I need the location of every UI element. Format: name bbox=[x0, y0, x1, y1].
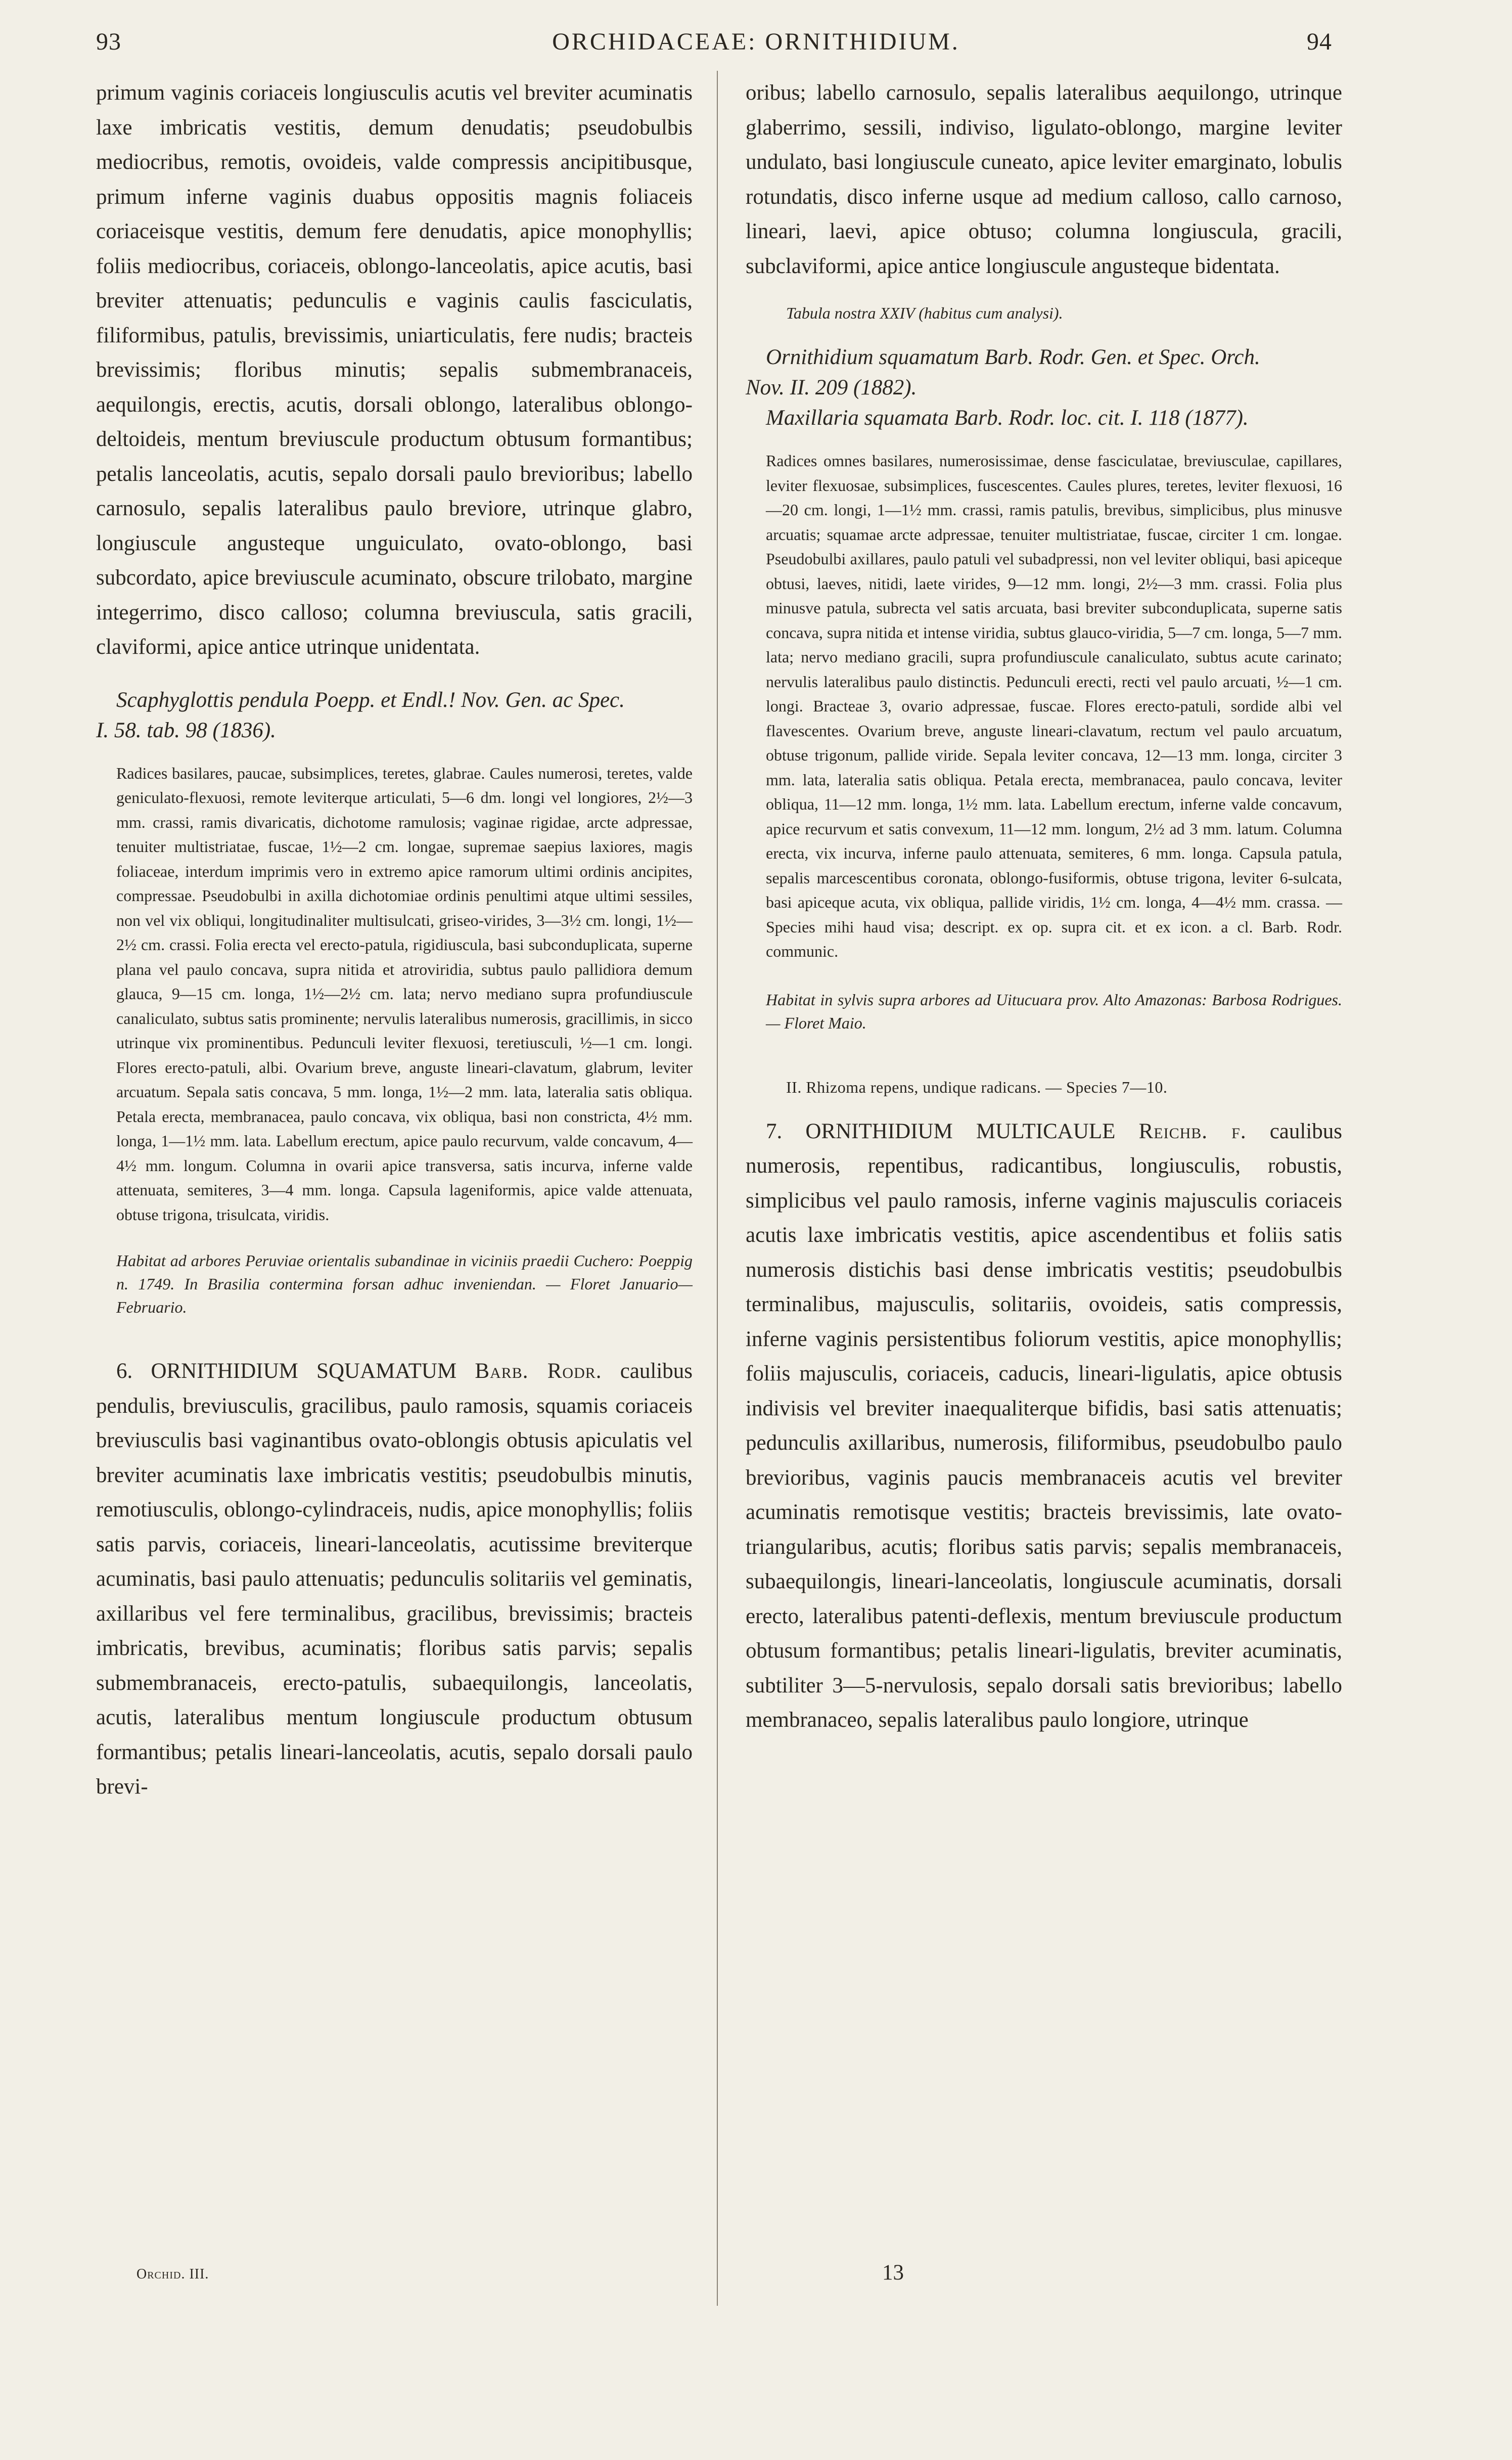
running-title: ORCHIDACEAE: ORNITHIDIUM. bbox=[552, 28, 960, 55]
species-author: Barb. Rodr. bbox=[475, 1359, 602, 1383]
signature-mark: 13 bbox=[882, 2261, 904, 2285]
right-column bbox=[746, 76, 1342, 1738]
species-description: Radices omnes basilares, numerosissimae, dense fasciculatae, breviusculae, capillares, leviter flexuosae, subsimplices, fuscescentes. Caules plures, teretes, leviter flexuosi, 16—20 cm. longi, 1—1½ mm. crassi, ramis patulis, brevibus, simplicibus, plus minusve arcuatis; squamae arcte adpressae, tenuiter multistriatae, fuscae, circiter 1 cm. longae. Pseudobulbi axillares, paulo patuli vel subadpressi, non vel leviter obliqui, basi apiceque obtusi, laeves, nitidi, laete virides, 9—12 mm. longi, 2½—3 mm. crassi. Folia plus minusve patula, subrecta vel satis arcuata, basi breviter subconduplicata, superne satis concava, supra nitida et intense viridia, subtus glauco-viridia, 5—7 cm. longa, 5—7 mm. lata; nervo mediano gracili, supra profundiuscule canaliculato, subtus acute carinato; nervulis lateralibus paulo distinctis. Pedunculi erecti, recti vel paulo arcuati, ½—1 cm. longi. Bracteae 3, ovario adpressae, fuscae. Flores erecto-patuli, sordide albi vel flavescentes. Ovarium breve, anguste lineari-clavatum, rectum vel paulo arcuatum, obtuse trigonum, pallide viride. Sepala leviter concava, 12—13 mm. longa, circiter 3 mm. lata, lateralia satis obliqua. Petala erecta, membranacea, paulo concava, leviter obliqua, 11—12 mm. longa, 1½ mm. lata. Labellum erectum, inferne valde concavum, apice recurvum et satis convexum, 11—12 mm. longum, 2½ ad 3 mm. latum. Columna erecta, vix incurva, inferne paulo attenuata, semiteres, 6 mm. longa. Capsula patula, sepalis marcescentibus coronata, oblongo-fusiformis, obtuse trigona, leviter 6-sulcata, basi apiceque acuta, vix obliqua, pallide viridis, 1½ cm. longa, 4—4½ mm. crassa. — Species mihi haud visa; descript. ex op. supra cit. et ex icon. a cl. Barb. Rodr. communic. bbox=[766, 452, 1342, 960]
page-number-right: 94 bbox=[1307, 28, 1332, 55]
section-heading: II. Rhizoma repens, undique radicans. — Species 7—10. bbox=[786, 1078, 1168, 1096]
plate-caption: Tabula nostra XXIV (habitus cum analysi). bbox=[786, 304, 1063, 322]
species-number: 7. bbox=[766, 1119, 783, 1143]
habitat-note: Habitat in sylvis supra arbores ad Uitucuara prov. Alto Amazonas: Barbosa Rodrigues. — Floret Maio. bbox=[766, 990, 1342, 1032]
footer-signature-left: Orchid. III. bbox=[136, 2266, 209, 2282]
synonym-line: Ornithidium squamatum Barb. Rodr. Gen. et Spec. Orch. bbox=[766, 345, 1260, 369]
species-description: Radices basilares, paucae, subsimplices, teretes, glabrae. Caules numerosi, teretes, valde geniculato-flexuosi, remote leviterque articulati, 5—6 dm. longi vel longiores, 2½—3 mm. crassi, ramis divaricatis, dichotome ramulosis; vaginae rigidae, arcte adpressae, tenuiter multistriatae, fuscae, 1½—2 cm. longae, supremae saepius laxiores, magis foliaceae, interdum imprimis vero in extremo apice ramorum ultimi ordinis ancipites, compressae. Pseudobulbi in axilla dichotomiae ordinis penultimi atque ultimi sessiles, non vel vix obliqui, longitudinaliter multisulcati, griseo-virides, 3—3½ cm. longi, 1½—2½ cm. crassi. Folia erecta vel erecto-patula, rigidiuscula, basi subconduplicata, superne plana vel paulo concava, supra nitida et atroviridia, subtus paulo pallidiora demum glauca, 9—15 cm. longa, 1½—2½ cm. lata; nervo mediano supra profundiuscule canaliculato, subtus satis prominente; nervulis lateralibus numerosis, gracillimis, in sicco utrinque vix prominentibus. Pedunculi leviter flexuosi, teretiusculi, ½—1 cm. longi. Flores erecto-patuli, albi. Ovarium breve, anguste lineari-clavatum, glabrum, leviter arcuatum. Sepala satis concava, 5 mm. longa, 1½—2 mm. lata, lateralia satis obliqua. Petala erecta, membranacea, paulo concava, vix obliqua, basi non constricta, 4½ mm. longa, 1—1½ mm. lata. Labellum erectum, apice paulo recurvum, valde concavum, 4—4½ mm. longum. Columna in ovarii apice transversa, satis incurva, inferne valde attenuata, semiteres, 3—4 mm. longa. Capsula lageniformis, apice valde attenuata, obtuse trigona, trisulcata, viridis. bbox=[116, 764, 693, 1224]
species-name: ORNITHIDIUM MULTICAULE bbox=[805, 1119, 1116, 1143]
synonym-line-continued: Nov. II. 209 (1882). bbox=[746, 376, 917, 399]
species-7-heading bbox=[746, 1114, 1342, 1738]
page-number-left: 93 bbox=[96, 28, 121, 55]
species-diagnosis: caulibus pendulis, breviusculis, gracilibus, paulo ramosis, squamis coriaceis breviusculis basi vaginantibus ovato-oblongis obtusis apiculatis vel breviter acuminatis laxe imbricatis vestitis; pseudobulbis minutis, remotiusculis, oblongo-cylindraceis, nudis, apice monophyllis; foliis satis parvis, coriaceis, lineari-lanceolatis, acutissime breviterque acuminatis, basi paulo attenuatis; pedunculis solitariis vel geminatis, axillaribus vel fere terminalibus, gracilibus, brevissimis; bracteis imbricatis, brevibus, acuminatis; floribus satis parvis; sepalis submembranaceis, erecto-patulis, subaequilongis, lanceolatis, acutis, lateralibus mentum longiuscule productum obtusum formantibus; petalis lineari-lanceolatis, acutis, sepalo dorsali paulo brevi- bbox=[96, 1359, 693, 1799]
species-number: 6. bbox=[116, 1359, 133, 1383]
species-name: ORNITHIDIUM SQUAMATUM bbox=[151, 1359, 457, 1383]
species-diagnosis: caulibus numerosis, repentibus, radicantibus, longiusculis, robustis, simplicibus vel paulo ramosis, inferne vaginis majusculis coriaceis acutis laxe imbricatis vestitis, apice ascendentibus et foliis satis numerosis distichis basi dense imbricatis vestitis; pseudobulbis terminalibus, majusculis, solitariis, ovoideis, satis compressis, inferne vaginis persistentibus foliorum vestitis, apice monophyllis; foliis majusculis, coriaceis, caducis, lineari-ligulatis, apice obtusis indivisis vel breviter inaequaliterque bifidis, basi satis attenuatis; pedunculis axillaribus, numerosis, filiformibus, pseudobulbo paulo brevioribus, vaginis paucis membranaceis acutis vel breviter acuminatis remotisque vestitis; bracteis brevissimis, late ovato-triangularibus, acutis; floribus satis parvis; sepalis membranaceis, subaequilongis, lineari-lanceolatis, longiuscule acuminatis, dorsali erecto, lateralibus patenti-deflexis, mentum breviuscule productum obtusum formantibus; petalis lineari-ligulatis, breviter acuminatis, subtiliter 3—5-nervulosis, sepalo dorsali satis brevioribus; labello membranaceo, sepalis lateralibus paulo longiore, utrinque bbox=[746, 1119, 1343, 1732]
synonym-line-continued: I. 58. tab. 98 (1836). bbox=[96, 718, 276, 742]
species-author: Reichb. f. bbox=[1138, 1119, 1247, 1143]
left-column bbox=[96, 76, 693, 1805]
synonym-line: Scaphyglottis pendula Poepp. et Endl.! Nov. Gen. ac Spec. bbox=[116, 688, 625, 712]
species-6-heading bbox=[96, 1354, 693, 1805]
habitat-note: Habitat ad arbores Peruviae orientalis subandinae in viciniis praedii Cuchero: Poeppig n. 1749. In Brasilia contermina forsan adhuc inveniendan. — Floret Januario—Februario. bbox=[116, 1251, 693, 1316]
diagnosis-continued-right: oribus; labello carnosulo, sepalis lateralibus aequilongo, utrinque glaberrimo, sessili, indiviso, ligulato-oblongo, margine leviter undulato, basi longiuscule cuneato, apice leviter emarginato, lobulis rotundatis, disco inferne usque ad medium calloso, callo carnoso, lineari, laevi, apice obtuso; columna longiuscula, gracili, subclaviformi, apice antice longiuscule angusteque bidentata. bbox=[746, 81, 1342, 278]
column-divider bbox=[717, 71, 718, 2306]
diagnosis-continued: primum vaginis coriaceis longiusculis acutis vel breviter acuminatis laxe imbricatis vestitis, demum denudatis; pseudobulbis mediocribus, remotis, ovoideis, valde compressis ancipitibusque, primum inferne vaginis duabus oppositis magnis foliaceis coriaceisque vestitis, demum fere denudatis, apice monophyllis; foliis mediocribus, coriaceis, oblongo-lanceolatis, apice acutis, basi breviter attenuatis; pedunculis e vaginis caulis fasciculatis, filiformibus, patulis, brevissimis, uniarticulatis, fere nudis; bracteis brevissimis; floribus minutis; sepalis submembranaceis, aequilongis, erectis, acutis, dorsali oblongo, lateralibus oblongo-deltoideis, mentum breviuscule productum obtusum formantibus; petalis lanceolatis, acutis, sepalo dorsali paulo brevioribus; labello carnosulo, sepalis lateralibus paulo breviore, utrinque glabro, longiuscule angusteque unguiculato, ovato-oblongo, basi subcordato, apice breviuscule acuminato, obscure trilobato, margine integerrimo, disco calloso; columna breviuscula, satis gracili, claviformi, apice antice utrinque unidentata. bbox=[96, 81, 693, 659]
synonym-line-2: Maxillaria squamata Barb. Rodr. loc. cit. I. 118 (1877). bbox=[766, 406, 1249, 430]
